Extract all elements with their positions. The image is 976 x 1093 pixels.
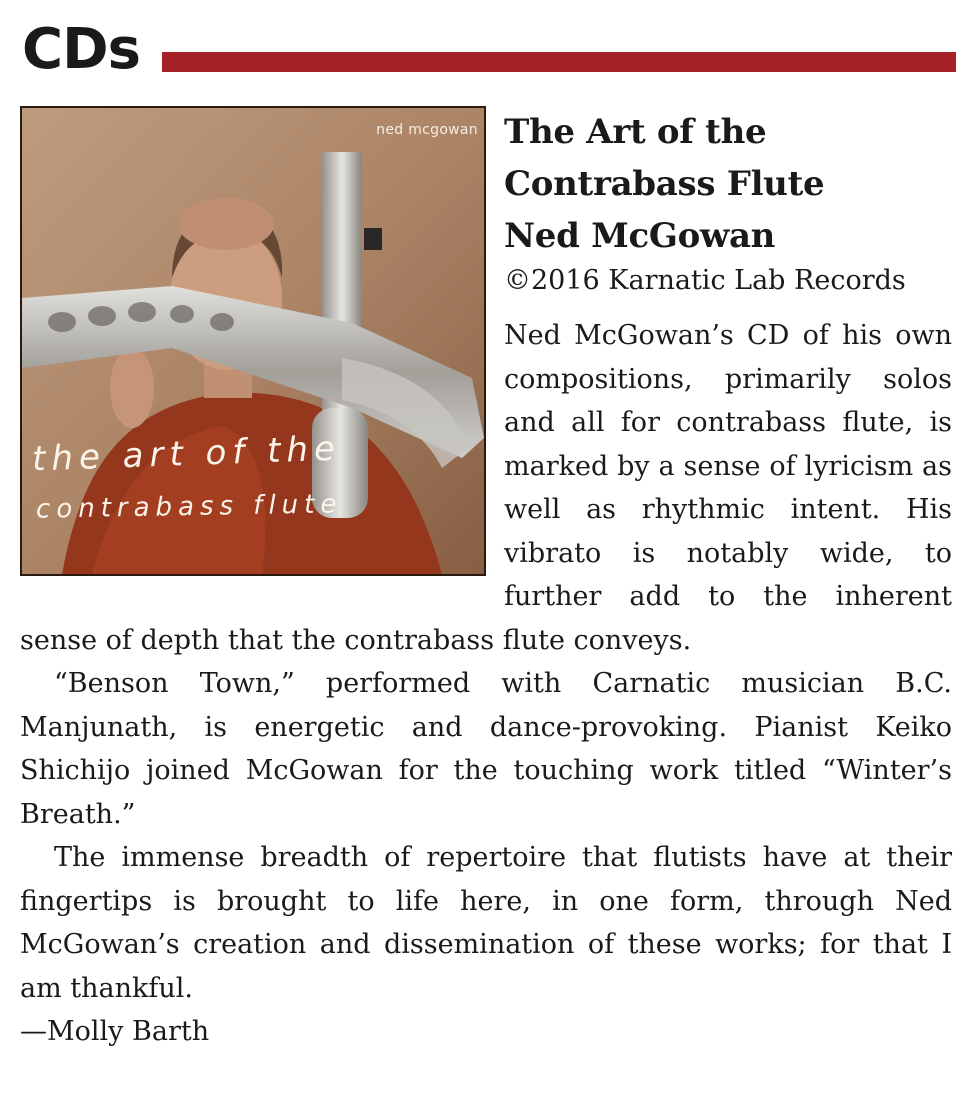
album-cover-image: [20, 106, 486, 576]
cd-review: [20, 106, 952, 1053]
cover-artist-text: ned mcgowan: [376, 122, 478, 138]
record-label: ©2016 Karnatic Lab Records: [504, 265, 906, 296]
section-rule: [162, 52, 956, 72]
album-title-line1: The Art of the: [504, 112, 767, 152]
reviewer-signature: —Molly Barth: [20, 1016, 210, 1047]
section-header: [20, 14, 960, 84]
review-paragraph-3: The immense breadth of repertoire that flutists have at their fingertips is brought to life here, in one form, through Ned McGowan’s creation and dissemination of these works; for that I am thankful.: [20, 842, 952, 1004]
cover-title-line1: the art of the: [31, 428, 342, 480]
review-paragraph-1: Ned McGowan’s CD of his own compositions, primarily solos and all for contrabass flute, is marked by a sense of lyricism as well as rhythmic intent. His vibrato is notably wide, to further add to the inherent sense of depth that the contrabass flute conveys.: [20, 320, 952, 656]
cover-title-line2: contrabass flute: [35, 489, 343, 525]
album-title-line2: Contrabass Flute: [504, 164, 825, 204]
artist-name: Ned McGowan: [504, 216, 776, 256]
review-paragraph-2: “Benson Town,” performed with Carnatic musician B.C. Manjunath, is energetic and dance-provoking. Pianist Keiko Shichijo joined McGowan for the touching work titled “Winter’s Breath.”: [20, 668, 952, 830]
section-title: CDs: [22, 17, 140, 82]
